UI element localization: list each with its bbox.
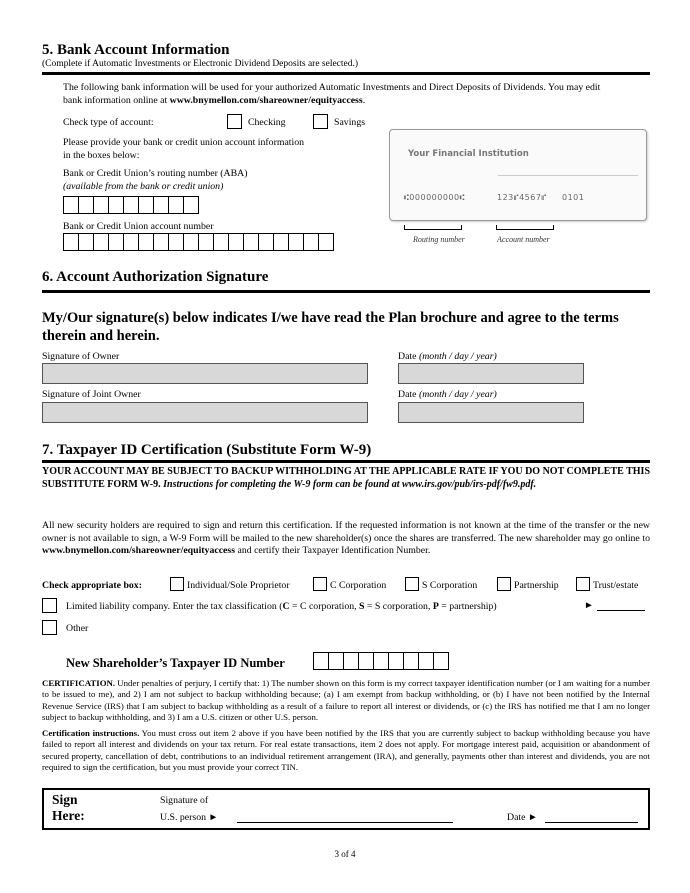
us-person-label: U.S. person ►	[160, 812, 219, 823]
signature-of-label: Signature of	[160, 795, 209, 806]
tin-label: New Shareholder’s Taxpayer ID Number	[66, 656, 285, 670]
sign-here-box	[42, 788, 650, 830]
check-micr-routing: ⑆000000000⑆	[404, 193, 465, 202]
divider	[42, 290, 650, 293]
account-number-boxes[interactable]	[63, 233, 333, 251]
joint-owner-signature-label: Signature of Joint Owner	[42, 389, 141, 400]
trust-estate-label: Trust/estate	[593, 580, 639, 591]
certification-text: CERTIFICATION. Under penalties of perjury, I certify that: 1) The number shown on this form is my correct taxpayer identification number (or I am waiting for a number to be issued to me), and 2) I am not subject to backup withholding because; (a) I am exempt from backup withholding, or (b) I have not been notified by the Internal Revenue Service (IRS) that I am subject to backup withholding as a result of a failure to report all interest or dividends, or (c) the IRS has notified me that I am no longer subject to backup withholding, and 3) I am a U.S. citizen or other U.S. person.	[42, 678, 650, 722]
routing-bracket	[404, 225, 462, 230]
check-box-label: Check appropriate box:	[42, 580, 142, 591]
check-line	[498, 175, 638, 176]
s-corporation-checkbox[interactable]	[405, 577, 419, 591]
routing-caption: Routing number	[413, 235, 465, 244]
partnership-label: Partnership	[514, 580, 559, 591]
savings-checkbox[interactable]	[313, 114, 328, 129]
sign-date-label: Date ►	[507, 812, 538, 823]
s-corporation-label: S Corporation	[422, 580, 478, 591]
account-caption: Account number	[497, 235, 550, 244]
divider	[42, 460, 650, 463]
c-corporation-label: C Corporation	[330, 580, 387, 591]
authorization-statement: My/Our signature(s) below indicates I/we have read the Plan brochure and agree to the terms therein and herein.	[42, 310, 619, 344]
section-5-subtitle: (Complete if Automatic Investments or Electronic Dividend Deposits are selected.)	[42, 59, 359, 69]
provide-info-text: Please provide your bank or credit union account information in the boxes below:	[63, 137, 305, 161]
account-bracket	[496, 225, 554, 230]
equityaccess-link[interactable]: www.bnymellon.com/shareowner/equityaccess	[42, 545, 236, 556]
tin-boxes[interactable]	[313, 652, 448, 670]
other-checkbox[interactable]	[42, 620, 57, 635]
account-number-label: Bank or Credit Union account number	[63, 221, 214, 232]
sign-date-line[interactable]	[545, 822, 638, 823]
individual-checkbox[interactable]	[170, 577, 184, 591]
owner-date-label: Date (month / day / year)	[398, 351, 497, 362]
check-micr-check: 0101	[562, 193, 585, 202]
equityaccess-link[interactable]: www.bnymellon.com/shareowner/equityaccess	[169, 94, 363, 106]
owner-signature-label: Signature of Owner	[42, 351, 120, 362]
page-number: 3 of 4	[334, 849, 356, 859]
joint-owner-date-label: Date (month / day / year)	[398, 389, 497, 400]
owner-date-field[interactable]	[398, 363, 584, 384]
routing-number-boxes[interactable]	[63, 196, 198, 214]
certification-instructions: Certification instructions. You must cross out item 2 above if you have been notified by the IRS that you are currently subject to backup withholding because you have failed to report all interest and dividends on your tax return. For real estate transactions, item 2 does not apply. For mortgage interest paid, acquisition or abandonment of secured property, cancellation of debt, contributions to an individual retirement arrangement (IRA), and generally, payments other than interest and dividends, you are not required to sign the certification, but you must provide your correct TIN.	[42, 728, 650, 772]
sample-check-image	[389, 129, 647, 221]
joint-owner-date-field[interactable]	[398, 402, 584, 423]
sign-here-label: Sign Here:	[52, 792, 85, 823]
trust-estate-checkbox[interactable]	[576, 577, 590, 591]
divider	[42, 72, 650, 75]
check-micr-account: 123⑈4567⑈	[497, 193, 547, 202]
us-person-signature-line[interactable]	[237, 822, 453, 823]
individual-label: Individual/Sole Proprietor	[187, 580, 290, 591]
routing-label: Bank or Credit Union’s routing number (ABA) (available from the bank or credit union)	[63, 168, 248, 192]
c-corporation-checkbox[interactable]	[313, 577, 327, 591]
check-type-label: Check type of account:	[63, 117, 154, 128]
llc-label: Limited liability company. Enter the tax classification (C = C corporation, S = S corporation, P = partnership)	[66, 601, 497, 612]
savings-label: Savings	[334, 117, 366, 128]
section-5-title: 5. Bank Account Information	[42, 42, 230, 58]
check-institution-name: Your Financial Institution	[408, 149, 529, 159]
checking-label: Checking	[248, 117, 286, 128]
section-6-title: 6. Account Authorization Signature	[42, 269, 269, 285]
bank-intro-text: The following bank information will be used for your authorized Automatic Investments and Direct Deposits of Dividends. You may edit bank information online at www.bnymellon.com/shareowner/equityaccess.	[63, 82, 601, 106]
owner-signature-field[interactable]	[42, 363, 368, 384]
llc-classification-field[interactable]	[597, 610, 645, 611]
certification-intro-text: All new security holders are required to sign and return this certification. If the requested information is not known at the time of the transfer or the new owner is not available to sign, a W-9 Form will be mailed to the new shareholder(s) once the shares are transferred. The new shareholder may go online to www.bnymellon.com/shareowner/equityaccess and certify their Taxpayer Identification Number.	[42, 520, 650, 556]
checking-checkbox[interactable]	[227, 114, 242, 129]
joint-owner-signature-field[interactable]	[42, 402, 368, 423]
backup-withholding-warning: YOUR ACCOUNT MAY BE SUBJECT TO BACKUP WITHHOLDING AT THE APPLICABLE RATE IF YOU DO NOT COMPLETE THIS SUBSTITUTE FORM W-9. Instructions for completing the W-9 form can be found at www.irs.gov/pub/irs-pdf/fw9.pdf.	[42, 466, 651, 490]
partnership-checkbox[interactable]	[497, 577, 511, 591]
llc-checkbox[interactable]	[42, 598, 57, 613]
other-label: Other	[66, 623, 89, 634]
section-7-title: 7. Taxpayer ID Certification (Substitute Form W-9)	[42, 442, 372, 458]
llc-arrow-icon: ►	[584, 600, 594, 611]
